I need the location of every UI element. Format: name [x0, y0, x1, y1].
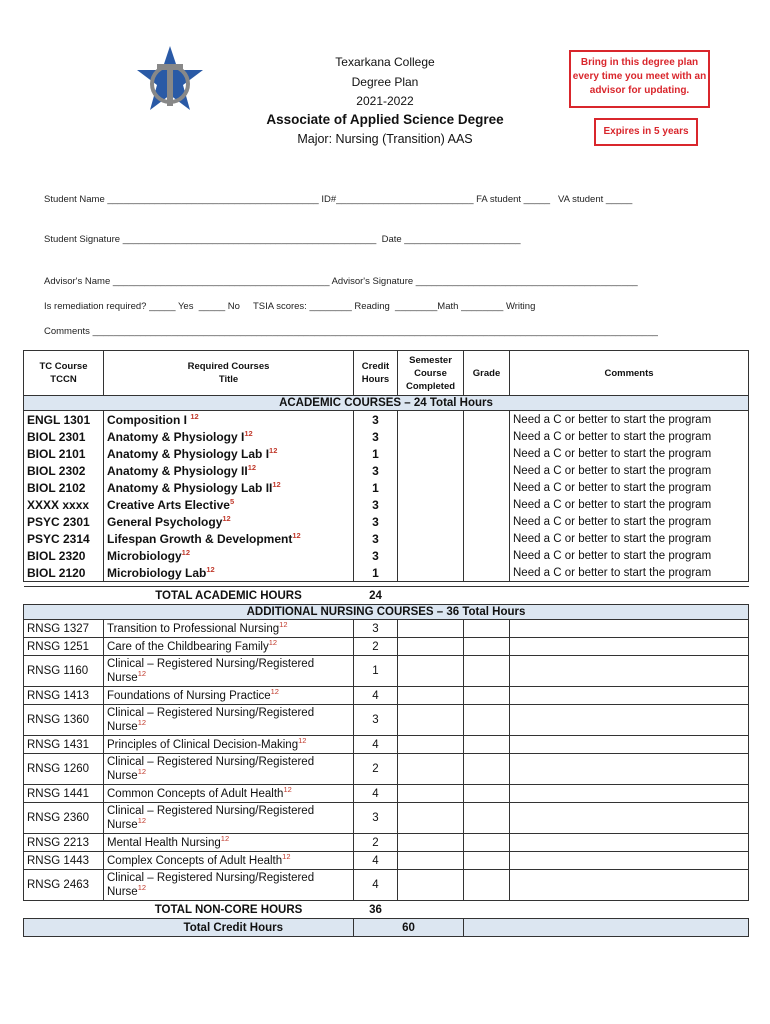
grade-cell[interactable]	[464, 656, 510, 687]
course-title-text: Lifespan Growth & Development	[107, 531, 293, 546]
course-comment: Need a C or better to start the program	[510, 428, 749, 445]
grade-cell[interactable]	[464, 705, 510, 736]
table-row	[24, 870, 749, 901]
advisor-note-box: Bring in this degree plan every time you meet with an advisor for updating.	[569, 50, 710, 108]
degree-plan-table	[23, 350, 749, 937]
course-title-text: Microbiology Lab	[107, 565, 207, 580]
grade-cell[interactable]	[464, 462, 510, 479]
semester-completed-cell[interactable]	[398, 462, 464, 479]
semester-completed-cell[interactable]	[398, 803, 464, 834]
credit-hours: 4	[354, 870, 398, 901]
footnote-marker: 12	[137, 669, 147, 679]
course-title-text: Mental Health Nursing	[107, 836, 221, 849]
comment-cell[interactable]	[510, 870, 749, 901]
course-title	[104, 496, 354, 513]
comment-cell[interactable]	[510, 656, 749, 687]
comment-cell[interactable]	[510, 705, 749, 736]
course-code: BIOL 2120	[24, 564, 104, 582]
credit-hours: 3	[354, 705, 398, 736]
course-title-text: Clinical – Registered Nursing/Registered Nurse	[107, 756, 315, 782]
footnote-marker: 12	[298, 735, 307, 745]
footnote-marker: 12	[137, 883, 147, 893]
credit-hours: 4	[354, 852, 398, 870]
document-type: Degree Plan	[351, 75, 419, 89]
credit-hours: 1	[354, 656, 398, 687]
course-title	[104, 411, 354, 429]
course-title-text: Anatomy & Physiology I	[107, 429, 245, 444]
catalog-year: 2021-2022	[356, 94, 414, 108]
course-code: RNSG 1160	[24, 656, 104, 687]
degree-title: Associate of Applied Science Degree	[266, 112, 504, 127]
course-title	[104, 834, 354, 852]
credit-hours: 3	[354, 411, 398, 429]
course-title-text: Microbiology	[107, 548, 182, 563]
grade-cell[interactable]	[464, 564, 510, 582]
grade-cell[interactable]	[464, 754, 510, 785]
grand-total-rest	[464, 919, 749, 937]
grand-total-value: 60	[354, 919, 464, 937]
grade-cell[interactable]	[464, 445, 510, 462]
semester-completed-cell[interactable]	[398, 496, 464, 513]
comment-cell[interactable]	[510, 638, 749, 656]
expires-box: Expires in 5 years	[594, 118, 698, 146]
nursing-heading-row	[24, 605, 749, 620]
course-code: BIOL 2102	[24, 479, 104, 496]
course-title	[104, 547, 354, 564]
table-row	[24, 754, 749, 785]
course-title	[104, 620, 354, 638]
header-tc-course: TC Course TCCN	[24, 351, 104, 396]
course-code: RNSG 2360	[24, 803, 104, 834]
credit-hours: 4	[354, 687, 398, 705]
course-title-text: Clinical – Registered Nursing/Registered Nurse	[107, 658, 315, 684]
semester-completed-cell[interactable]	[398, 479, 464, 496]
major-title: Major: Nursing (Transition) AAS	[297, 132, 473, 146]
footnote-marker: 12	[190, 411, 199, 421]
college-name: Texarkana College	[335, 55, 435, 69]
grade-cell[interactable]	[464, 638, 510, 656]
course-title	[104, 754, 354, 785]
comments-line[interactable]: Comments ___________________________________________________________________________________________________________	[44, 326, 658, 337]
footnote-marker: 12	[283, 784, 292, 794]
semester-completed-cell[interactable]	[398, 638, 464, 656]
course-title	[104, 852, 354, 870]
table-row	[24, 462, 749, 479]
semester-completed-cell[interactable]	[398, 445, 464, 462]
academic-total-row	[24, 587, 749, 605]
course-title-text: Clinical – Registered Nursing/Registered Nurse	[107, 872, 315, 898]
footnote-marker: 12	[181, 547, 191, 557]
course-code: RNSG 2213	[24, 834, 104, 852]
course-title	[104, 530, 354, 547]
grade-cell[interactable]	[464, 785, 510, 803]
total-rest	[398, 901, 749, 919]
table-row	[24, 479, 749, 496]
table-row	[24, 428, 749, 445]
semester-completed-cell[interactable]	[398, 852, 464, 870]
credit-hours: 3	[354, 513, 398, 530]
table-row	[24, 547, 749, 564]
comment-cell[interactable]	[510, 687, 749, 705]
grand-total-label: Total Credit Hours	[24, 919, 354, 937]
course-title	[104, 564, 354, 582]
course-comment: Need a C or better to start the program	[510, 564, 749, 582]
noncore-total-row	[24, 901, 749, 919]
course-code: PSYC 2314	[24, 530, 104, 547]
total-label: TOTAL NON-CORE HOURS	[104, 901, 354, 919]
footnote-marker: 12	[222, 513, 231, 523]
footnote-marker: 5	[229, 496, 235, 506]
course-code: RNSG 1251	[24, 638, 104, 656]
table-row	[24, 564, 749, 582]
course-title	[104, 736, 354, 754]
semester-completed-cell[interactable]	[398, 687, 464, 705]
course-code: BIOL 2301	[24, 428, 104, 445]
course-title-text: Anatomy & Physiology Lab I	[107, 446, 270, 461]
academic-heading: ACADEMIC COURSES – 24 Total Hours	[24, 396, 749, 411]
table-header-row	[24, 351, 749, 396]
course-title	[104, 656, 354, 687]
footnote-marker: 12	[272, 479, 281, 489]
grade-cell[interactable]	[464, 530, 510, 547]
course-title-text: Complex Concepts of Adult Health	[107, 854, 283, 867]
footnote-marker: 12	[244, 428, 253, 438]
total-rest	[398, 587, 749, 605]
comment-cell[interactable]	[510, 620, 749, 638]
header-required-courses: Required Courses Title	[104, 351, 354, 396]
table-row	[24, 620, 749, 638]
semester-completed-cell[interactable]	[398, 620, 464, 638]
course-code: BIOL 2302	[24, 462, 104, 479]
course-title-text: Composition I	[107, 412, 191, 427]
total-value: 24	[354, 587, 398, 605]
course-title	[104, 428, 354, 445]
course-title-text: Common Concepts of Adult Health	[107, 787, 284, 800]
course-comment: Need a C or better to start the program	[510, 530, 749, 547]
grade-cell[interactable]	[464, 428, 510, 445]
course-code: XXXX xxxx	[24, 496, 104, 513]
comment-cell[interactable]	[510, 834, 749, 852]
course-code: ENGL 1301	[24, 411, 104, 429]
course-comment: Need a C or better to start the program	[510, 445, 749, 462]
total-spacer	[24, 901, 104, 919]
comment-cell[interactable]	[510, 803, 749, 834]
course-title	[104, 687, 354, 705]
footnote-marker: 12	[269, 445, 278, 455]
table-row	[24, 496, 749, 513]
semester-completed-cell[interactable]	[398, 513, 464, 530]
comment-cell[interactable]	[510, 736, 749, 754]
semester-completed-cell[interactable]	[398, 656, 464, 687]
credit-hours: 2	[354, 638, 398, 656]
course-title-text: Clinical – Registered Nursing/Registered Nurse	[107, 805, 315, 831]
grade-cell[interactable]	[464, 687, 510, 705]
credit-hours: 3	[354, 496, 398, 513]
course-comment: Need a C or better to start the program	[510, 547, 749, 564]
grand-total-row	[24, 919, 749, 937]
table-row	[24, 411, 749, 429]
table-row	[24, 852, 749, 870]
course-title	[104, 479, 354, 496]
credit-hours: 4	[354, 736, 398, 754]
course-title	[104, 870, 354, 901]
table-row	[24, 803, 749, 834]
logo-letters: TC	[169, 96, 171, 97]
grade-cell[interactable]	[464, 479, 510, 496]
credit-hours: 3	[354, 530, 398, 547]
header-comments: Comments	[510, 351, 749, 396]
grade-cell[interactable]	[464, 870, 510, 901]
table-row	[24, 530, 749, 547]
remediation-line[interactable]: Is remediation required? _____ Yes _____ No TSIA scores: ________ Reading ________Math ________ Writing	[44, 301, 536, 312]
comment-cell[interactable]	[510, 852, 749, 870]
credit-hours: 3	[354, 547, 398, 564]
semester-completed-cell[interactable]	[398, 428, 464, 445]
semester-completed-cell[interactable]	[398, 870, 464, 901]
table-row	[24, 513, 749, 530]
comment-cell[interactable]	[510, 754, 749, 785]
course-comment: Need a C or better to start the program	[510, 513, 749, 530]
student-signature-line[interactable]: Student Signature ________________________________________________ Date ______________________	[44, 234, 521, 245]
course-title	[104, 705, 354, 736]
course-code: RNSG 1443	[24, 852, 104, 870]
credit-hours: 3	[354, 803, 398, 834]
course-code: RNSG 1260	[24, 754, 104, 785]
course-code: RNSG 1441	[24, 785, 104, 803]
course-title-text: Foundations of Nursing Practice	[107, 689, 271, 702]
course-title-text: General Psychology	[107, 514, 223, 529]
grade-cell[interactable]	[464, 803, 510, 834]
table-row	[24, 687, 749, 705]
footnote-marker: 12	[292, 530, 301, 540]
course-title	[104, 462, 354, 479]
semester-completed-cell[interactable]	[398, 754, 464, 785]
total-value: 36	[354, 901, 398, 919]
semester-completed-cell[interactable]	[398, 834, 464, 852]
footnote-marker: 12	[137, 816, 147, 826]
grade-cell[interactable]	[464, 411, 510, 429]
semester-completed-cell[interactable]	[398, 705, 464, 736]
course-title-text: Care of the Childbearing Family	[107, 640, 269, 653]
footnote-marker: 12	[270, 686, 279, 696]
grade-cell[interactable]	[464, 736, 510, 754]
texarkana-college-logo	[135, 44, 205, 116]
footnote-marker: 12	[247, 462, 257, 472]
footnote-marker: 12	[137, 718, 147, 728]
table-row	[24, 834, 749, 852]
table-row	[24, 785, 749, 803]
footnote-marker: 12	[220, 833, 230, 843]
credit-hours: 1	[354, 564, 398, 582]
course-code: BIOL 2101	[24, 445, 104, 462]
course-code: RNSG 1360	[24, 705, 104, 736]
course-title	[104, 513, 354, 530]
academic-heading-row	[24, 396, 749, 411]
grade-cell[interactable]	[464, 496, 510, 513]
grade-cell[interactable]	[464, 852, 510, 870]
course-title-text: Principles of Clinical Decision-Making	[107, 738, 299, 751]
semester-completed-cell[interactable]	[398, 785, 464, 803]
course-title	[104, 785, 354, 803]
grade-cell[interactable]	[464, 620, 510, 638]
course-code: BIOL 2320	[24, 547, 104, 564]
course-code: RNSG 1413	[24, 687, 104, 705]
course-title-text: Clinical – Registered Nursing/Registered Nurse	[107, 707, 315, 733]
course-title	[104, 445, 354, 462]
credit-hours: 4	[354, 785, 398, 803]
course-comment: Need a C or better to start the program	[510, 496, 749, 513]
grade-cell[interactable]	[464, 547, 510, 564]
course-comment: Need a C or better to start the program	[510, 462, 749, 479]
semester-completed-cell[interactable]	[398, 547, 464, 564]
student-name-line[interactable]: Student Name ________________________________________ ID#__________________________ FA student _____ VA student _____	[44, 194, 633, 205]
credit-hours: 2	[354, 834, 398, 852]
grade-cell[interactable]	[464, 834, 510, 852]
course-comment: Need a C or better to start the program	[510, 411, 749, 429]
course-code: PSYC 2301	[24, 513, 104, 530]
header-credit-hours: Credit Hours	[354, 351, 398, 396]
footnote-marker: 12	[268, 637, 278, 647]
total-label: TOTAL ACADEMIC HOURS	[104, 587, 354, 605]
comment-cell[interactable]	[510, 785, 749, 803]
table-row	[24, 705, 749, 736]
course-code: RNSG 2463	[24, 870, 104, 901]
course-title	[104, 638, 354, 656]
footnote-marker: 12	[279, 619, 288, 629]
course-title-text: Anatomy & Physiology Lab II	[107, 480, 273, 495]
header-semester-completed: Semester Course Completed	[398, 351, 464, 396]
grade-cell[interactable]	[464, 513, 510, 530]
course-title-text: Transition to Professional Nursing	[107, 622, 280, 635]
credit-hours: 3	[354, 428, 398, 445]
nursing-heading: ADDITIONAL NURSING COURSES – 36 Total Hours	[24, 605, 749, 620]
header-grade: Grade	[464, 351, 510, 396]
credit-hours: 2	[354, 754, 398, 785]
footnote-marker: 12	[282, 851, 291, 861]
semester-completed-cell[interactable]	[398, 736, 464, 754]
course-title-text: Anatomy & Physiology II	[107, 463, 248, 478]
table-row	[24, 445, 749, 462]
footnote-marker: 12	[206, 564, 215, 574]
table-row	[24, 656, 749, 687]
course-code: RNSG 1327	[24, 620, 104, 638]
table-row	[24, 638, 749, 656]
credit-hours: 3	[354, 462, 398, 479]
course-code: RNSG 1431	[24, 736, 104, 754]
credit-hours: 1	[354, 479, 398, 496]
semester-completed-cell[interactable]	[398, 564, 464, 582]
course-comment: Need a C or better to start the program	[510, 479, 749, 496]
advisor-line[interactable]: Advisor's Name _________________________________________ Advisor's Signature __________________________________________	[44, 276, 638, 287]
semester-completed-cell[interactable]	[398, 530, 464, 547]
footnote-marker: 12	[137, 767, 147, 777]
credit-hours: 3	[354, 620, 398, 638]
course-title-text: Creative Arts Elective	[107, 497, 230, 512]
credit-hours: 1	[354, 445, 398, 462]
table-row	[24, 736, 749, 754]
total-spacer	[24, 587, 104, 605]
course-title	[104, 803, 354, 834]
semester-completed-cell[interactable]	[398, 411, 464, 429]
